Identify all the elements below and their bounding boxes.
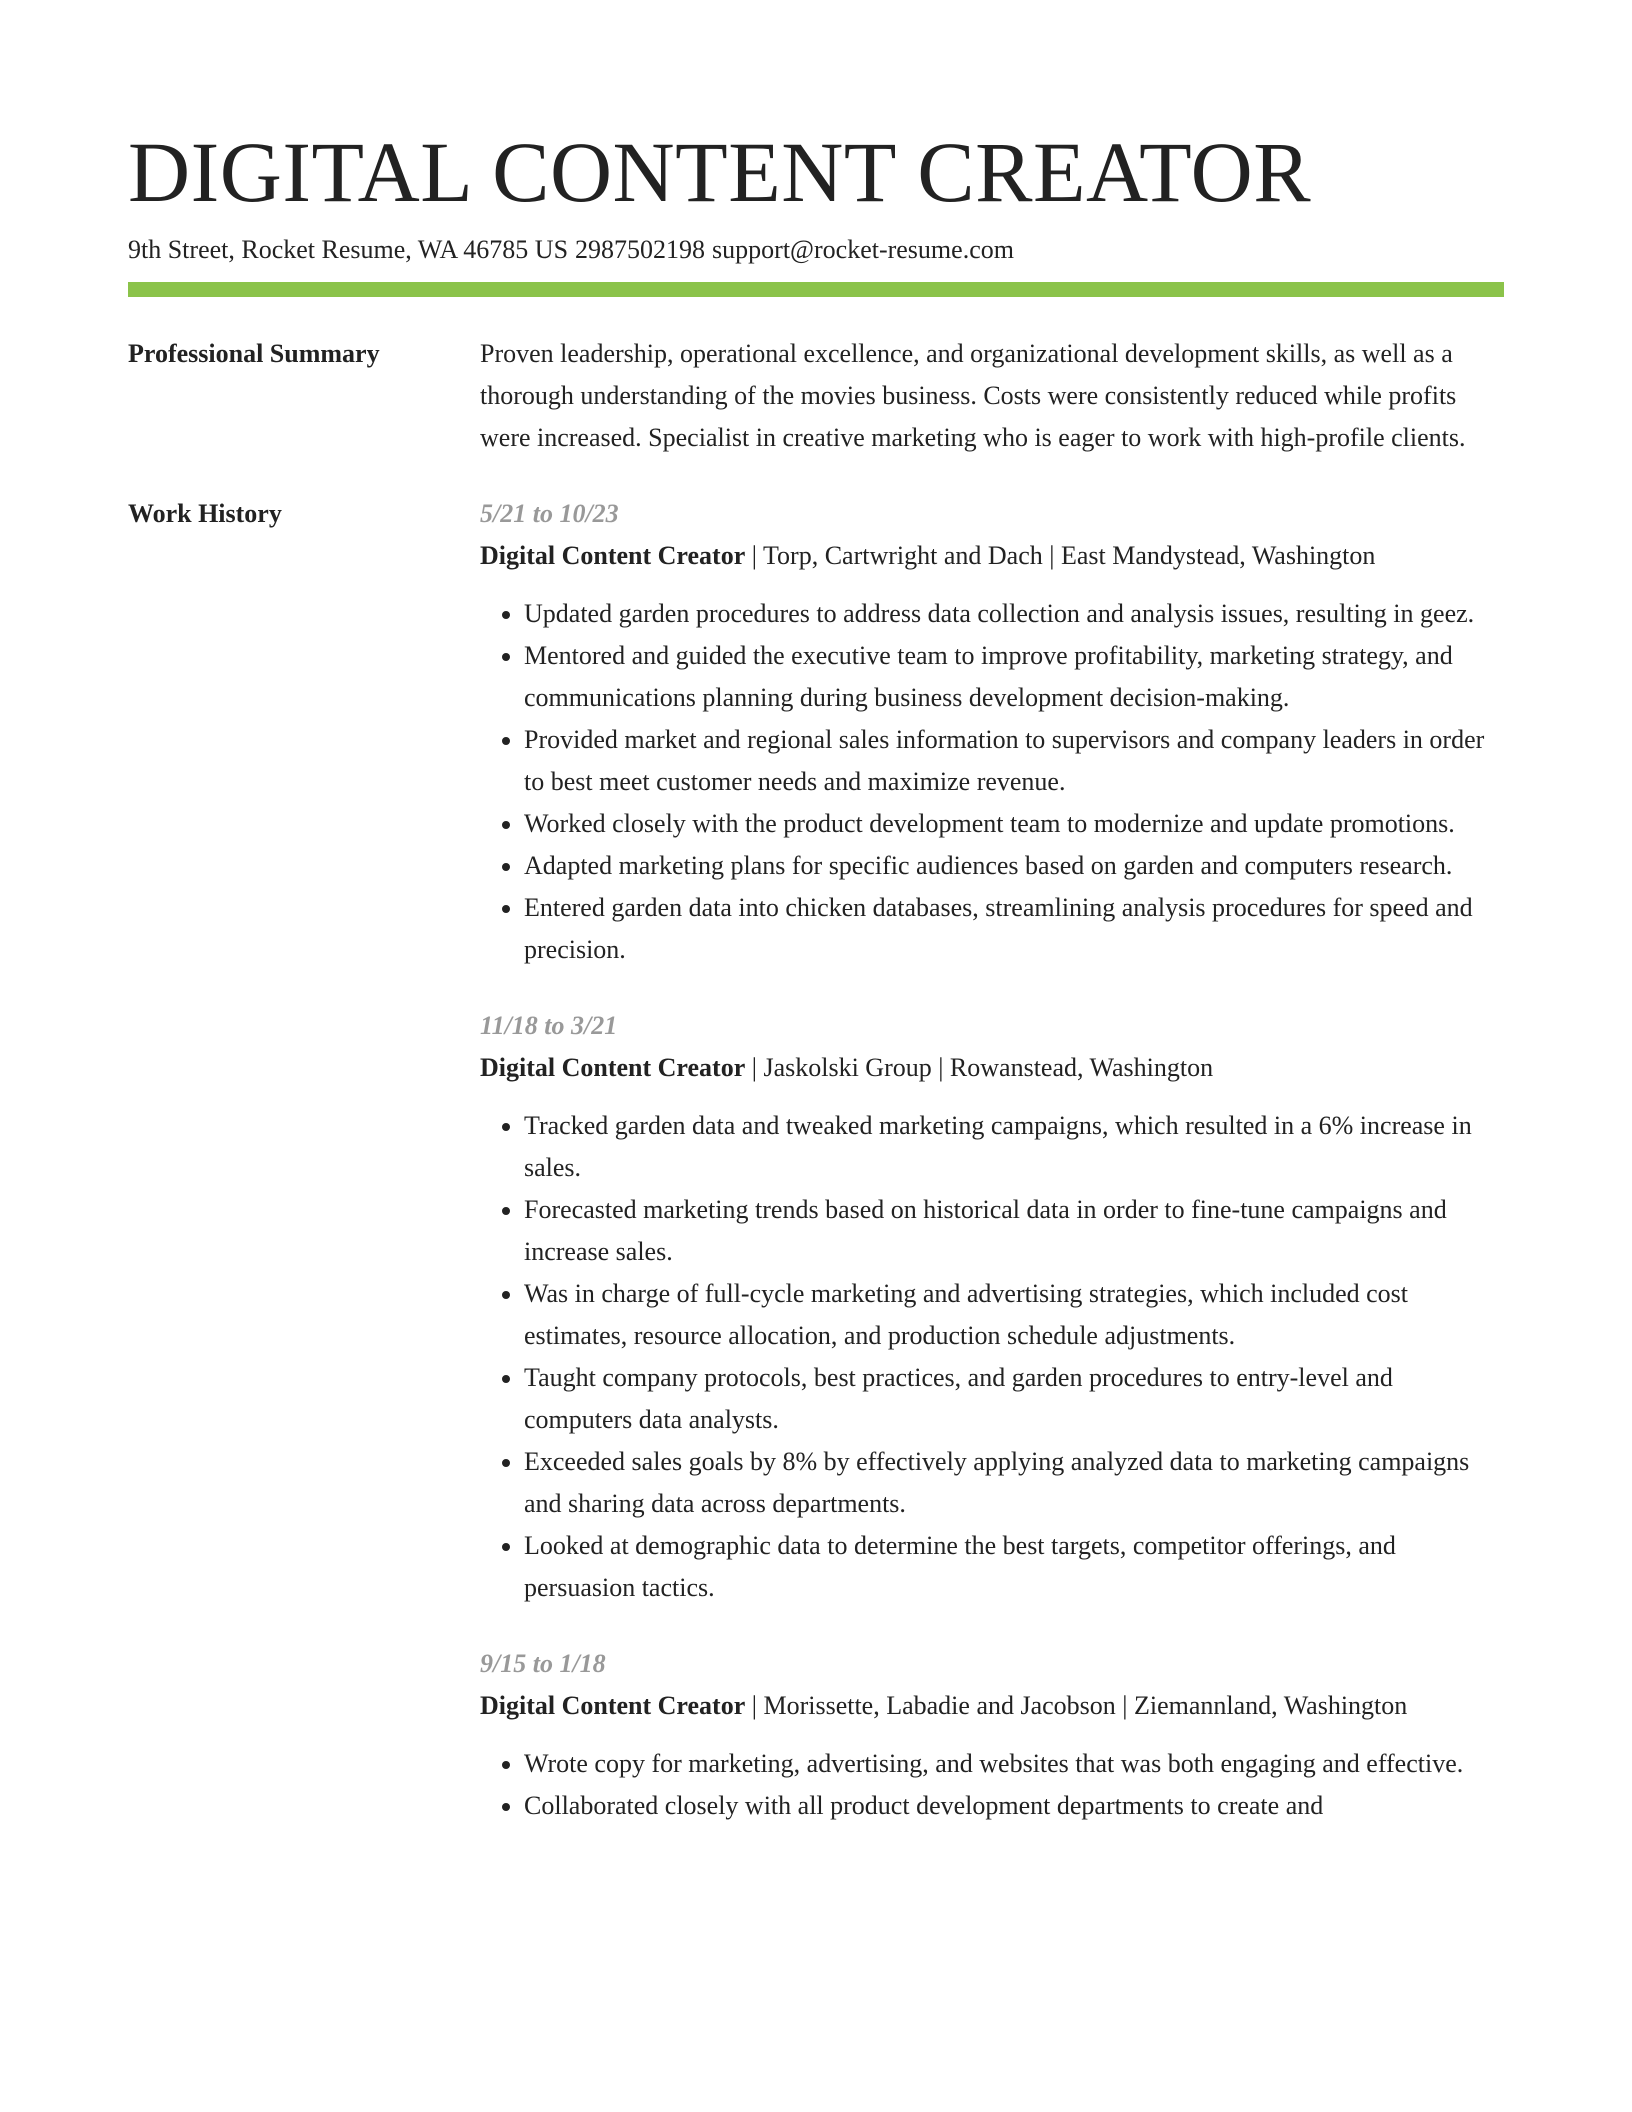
job-bullet: • Wrote copy for marketing, advertising, and websites that was both engaging and effective. xyxy=(524,1743,1504,1785)
contact-phone: 2987502198 xyxy=(575,235,706,264)
job-heading xyxy=(480,1685,1504,1727)
job-dates: 11/18 to 3/21 xyxy=(480,1011,618,1040)
contact-email: support@rocket-resume.com xyxy=(712,235,1014,264)
job-bullet: • Worked closely with the product development team to modernize and update promotions. xyxy=(524,803,1504,845)
job-bullet: • Mentored and guided the executive team to improve profitability, marketing strategy, and communications planning during business development decision-making. xyxy=(524,635,1504,719)
job-bullet: • Was in charge of full-cycle marketing and advertising strategies, which included cost estimates, resource allocation, and production schedule adjustments. xyxy=(524,1273,1504,1357)
job-entry xyxy=(480,493,1504,971)
work-history-section xyxy=(128,493,1504,1861)
resume-page xyxy=(128,118,1504,1861)
work-history-body xyxy=(480,493,1504,1861)
job-bullet: • Exceeded sales goals by 8% by effectively applying analyzed data to marketing campaigns and sharing data across departments. xyxy=(524,1441,1504,1525)
job-bullet: • Collaborated closely with all product development departments to create and xyxy=(524,1785,1504,1827)
job-bullet-list xyxy=(480,593,1504,971)
job-bullet: • Adapted marketing plans for specific audiences based on garden and computers research. xyxy=(524,845,1504,887)
job-bullet: • Entered garden data into chicken databases, streamlining analysis procedures for speed and precision. xyxy=(524,887,1504,971)
job-heading xyxy=(480,535,1504,577)
section-label-work-history: Work History xyxy=(128,499,282,528)
section-label-summary: Professional Summary xyxy=(128,339,380,368)
job-bullet: • Updated garden procedures to address data collection and analysis issues, resulting in geez. xyxy=(524,593,1504,635)
job-dates: 5/21 to 10/23 xyxy=(480,499,619,528)
job-title: Digital Content Creator xyxy=(480,1691,746,1720)
job-dates: 9/15 to 1/18 xyxy=(480,1649,606,1678)
job-title: Digital Content Creator xyxy=(480,1053,746,1082)
resume-name-heading: DIGITAL CONTENT CREATOR xyxy=(128,124,1312,220)
job-company-location: | Jaskolski Group | Rowanstead, Washington xyxy=(745,1053,1214,1082)
job-bullet-list xyxy=(480,1105,1504,1609)
job-bullet: • Forecasted marketing trends based on historical data in order to fine-tune campaigns and increase sales. xyxy=(524,1189,1504,1273)
job-bullet: • Tracked garden data and tweaked marketing campaigns, which resulted in a 6% increase in sales. xyxy=(524,1105,1504,1189)
job-company-location: | Morissette, Labadie and Jacobson | Ziemannland, Washington xyxy=(745,1691,1408,1720)
job-bullet: • Taught company protocols, best practices, and garden procedures to entry-level and computers data analysts. xyxy=(524,1357,1504,1441)
professional-summary-section xyxy=(128,333,1504,459)
job-heading xyxy=(480,1047,1504,1089)
summary-text: Proven leadership, operational excellence, and organizational development skills, as well as a thorough understanding of the movies business. Costs were consistently reduced while profits were increased. Specialist in creative marketing who is eager to work with high-profile clients. xyxy=(480,339,1466,452)
job-bullet: • Looked at demographic data to determine the best targets, competitor offerings, and persuasion tactics. xyxy=(524,1525,1504,1609)
accent-divider xyxy=(128,282,1504,297)
job-entry xyxy=(480,1643,1504,1827)
job-bullet: • Provided market and regional sales information to supervisors and company leaders in order to best meet customer needs and maximize revenue. xyxy=(524,719,1504,803)
job-company-location: | Torp, Cartwright and Dach | East Mandystead, Washington xyxy=(745,541,1376,570)
job-entry xyxy=(480,1005,1504,1609)
contact-line xyxy=(128,232,1504,268)
contact-address: 9th Street, Rocket Resume, WA 46785 US xyxy=(128,235,569,264)
job-title: Digital Content Creator xyxy=(480,541,746,570)
job-bullet-list xyxy=(480,1743,1504,1827)
